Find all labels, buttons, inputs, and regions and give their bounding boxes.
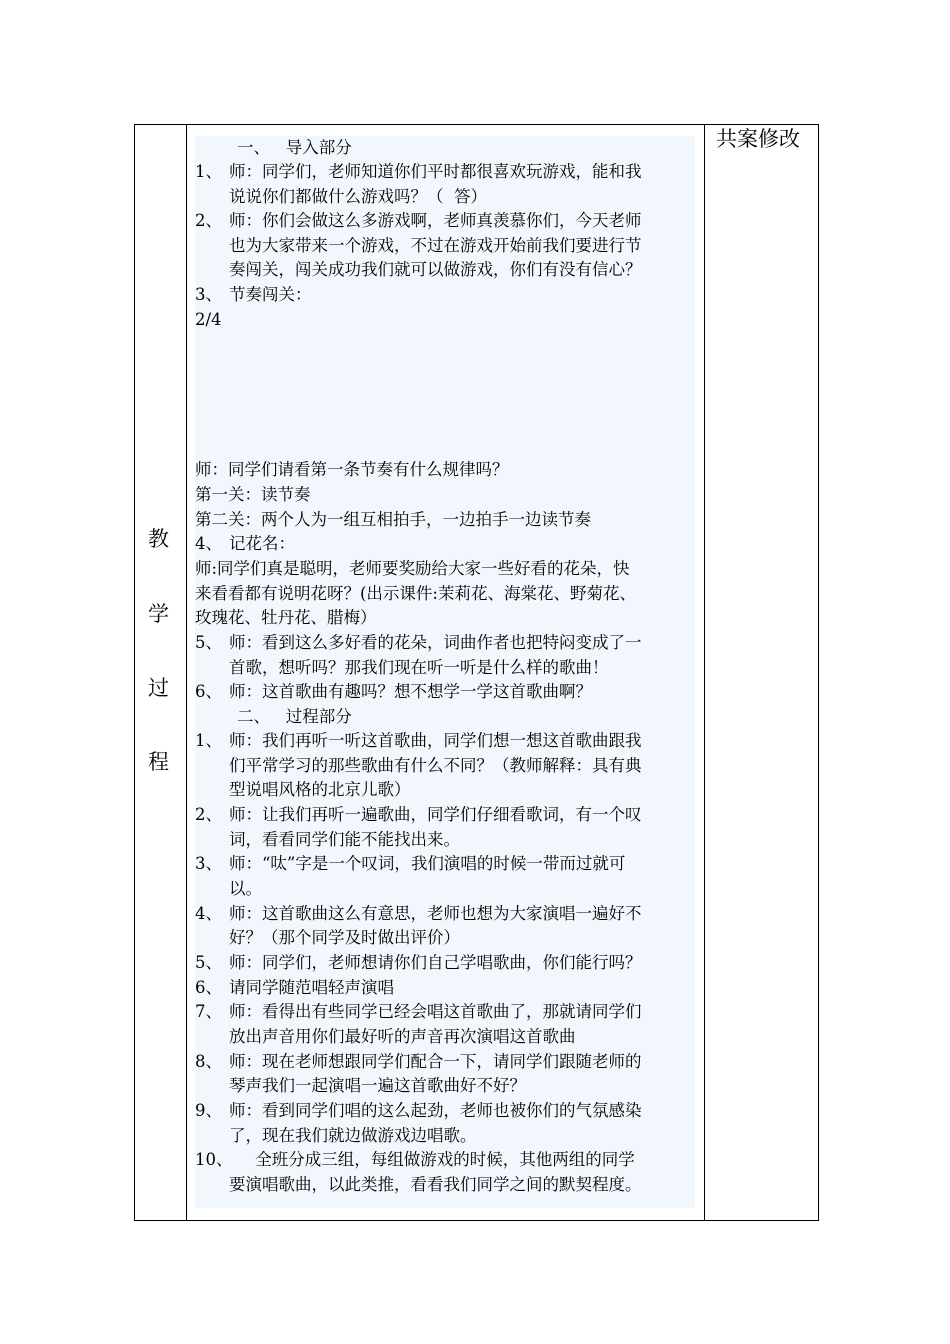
line-text: 好？（那个同学及时做出评价）: [229, 928, 460, 947]
text-line: [195, 852, 625, 876]
line-text: 师：看到同学们唱的这么起劲，老师也被你们的气氛感染: [229, 1101, 642, 1120]
line-text: 说说你们都做什么游戏吗？（ 答）: [229, 187, 487, 206]
text-line: [195, 1099, 642, 1123]
line-text: 词，看看同学们能不能找出来。: [229, 830, 460, 849]
item-number: 4、: [195, 904, 222, 923]
line-text: 师:同学们真是聪明，老师要奖励给大家一些好看的花朵，快: [195, 559, 630, 578]
line-text: 首歌，想听吗？那我们现在听一听是什么样的歌曲！: [229, 658, 609, 677]
line-text: 请同学随范唱轻声演唱: [229, 978, 394, 997]
line-text: 们平常学习的那些歌曲有什么不同？（教师解释：具有典: [229, 756, 642, 775]
line-text: 要演唱歌曲，以此类推，看看我们同学之间的默契程度。: [229, 1175, 642, 1194]
text-line: [195, 308, 222, 332]
line-text: 2/4: [195, 310, 222, 329]
line-text: 第二关：两个人为一组互相拍手，一边拍手一边读节奏: [195, 510, 591, 529]
text-line: [229, 1025, 576, 1049]
text-line: [229, 1173, 642, 1197]
item-number: 6、: [195, 978, 222, 997]
item-number: 5、: [195, 633, 222, 652]
item-number: 1、: [195, 731, 222, 750]
text-line: [195, 1000, 642, 1024]
line-text: 师：这首歌曲这么有意思，老师也想为大家演唱一遍好不: [229, 904, 642, 923]
item-number: 2、: [195, 211, 222, 230]
text-line: [229, 877, 262, 901]
text-line: [229, 778, 411, 802]
text-line: [229, 656, 609, 680]
line-text: 第一关：读节奏: [195, 485, 311, 504]
line-text: 师：看到这么多好看的花朵，词曲作者也把特闷变成了一: [229, 633, 642, 652]
text-line: [229, 926, 460, 950]
item-number: 4、: [195, 534, 222, 553]
text-line: [195, 631, 642, 655]
side-label-char: 过: [148, 676, 169, 700]
item-number: 5、: [195, 953, 222, 972]
text-line: [229, 1124, 477, 1148]
text-line: [195, 729, 642, 753]
text-line: [195, 557, 630, 581]
text-line: [195, 508, 591, 532]
side-label-char: 学: [148, 602, 169, 626]
item-number: 3、: [195, 285, 222, 304]
line-text: 也为大家带来一个游戏，不过在游戏开始前我们要进行节: [229, 236, 642, 255]
text-line: [195, 483, 311, 507]
line-text: 师：看得出有些同学已经会唱这首歌曲了，那就请同学们: [229, 1002, 642, 1021]
line-text: 记花名：: [229, 534, 295, 553]
line-text: 奏闯关，闯关成功我们就可以做游戏，你们有没有信心？: [229, 260, 642, 279]
text-line: [195, 976, 394, 1000]
item-number: 8、: [195, 1052, 222, 1071]
line-text: 师：现在老师想跟同学们配合一下，请同学们跟随老师的: [229, 1052, 642, 1071]
text-line: [229, 185, 487, 209]
text-line: [195, 136, 352, 160]
text-line: [229, 828, 460, 852]
side-label-char: 教: [148, 527, 169, 551]
text-line: [195, 951, 642, 975]
line-text: 放出声音用你们最好听的声音再次演唱这首歌曲: [229, 1027, 576, 1046]
line-text: 玫瑰花、牡丹花、腊梅）: [195, 608, 377, 627]
item-number: 3、: [195, 854, 222, 873]
item-number: 7、: [195, 1002, 222, 1021]
item-number: 9、: [195, 1101, 222, 1120]
text-line: [195, 160, 642, 184]
text-line: [195, 680, 592, 704]
text-line: [229, 754, 642, 778]
line-text: 以。: [229, 879, 262, 898]
side-label-char: 程: [148, 750, 169, 774]
line-text: 师：“呔”字是一个叹词，我们演唱的时候一带而过就可: [229, 854, 626, 873]
line-text: 师：同学们，老师想请你们自己学唱歌曲，你们能行吗？: [229, 953, 642, 972]
item-number: 6、: [195, 682, 222, 701]
line-text: 师：同学们，老师知道你们平时都很喜欢玩游戏，能和我: [229, 162, 642, 181]
item-number: 2、: [195, 805, 222, 824]
text-line: [195, 1050, 642, 1074]
item-number: 1、: [195, 162, 222, 181]
text-line: [195, 803, 642, 827]
text-line: [195, 209, 642, 233]
line-text: 琴声我们一起演唱一遍这首歌曲好不好？: [229, 1076, 526, 1095]
text-line: [195, 606, 377, 630]
text-line: [229, 234, 642, 258]
line-text: 节奏闯关：: [229, 285, 312, 304]
text-line: [229, 1074, 526, 1098]
section-heading: 二、 过程部分: [195, 707, 352, 726]
text-line: [195, 705, 352, 729]
revision-header: 共案修改: [716, 127, 800, 151]
revision-column: [704, 124, 819, 1221]
item-number: 10、: [195, 1150, 233, 1169]
text-line: [229, 258, 642, 282]
text-line: [195, 458, 509, 482]
text-line: [195, 582, 636, 606]
text-line: [195, 902, 642, 926]
line-text: 了，现在我们就边做游戏边唱歌。: [229, 1126, 477, 1145]
line-text: 师：你们会做这么多游戏啊，老师真羡慕你们，今天老师: [229, 211, 642, 230]
line-text: 全班分成三组，每组做游戏的时候，其他两组的同学: [229, 1150, 635, 1169]
text-line: [195, 1148, 635, 1172]
section-heading: 一、 导入部分: [195, 138, 352, 157]
line-text: 师：让我们再听一遍歌曲，同学们仔细看歌词，有一个叹: [229, 805, 642, 824]
line-text: 师：我们再听一听这首歌曲，同学们想一想这首歌曲跟我: [229, 731, 642, 750]
line-text: 型说唱风格的北京儿歌）: [229, 780, 411, 799]
line-text: 来看看都有说明花呀？(出示课件:茉莉花、海棠花、野菊花、: [195, 584, 636, 603]
line-text: 师：这首歌曲有趣吗？想不想学一学这首歌曲啊？: [229, 682, 592, 701]
text-line: [195, 283, 312, 307]
line-text: 师：同学们请看第一条节奏有什么规律吗？: [195, 460, 509, 479]
text-line: [195, 532, 295, 556]
